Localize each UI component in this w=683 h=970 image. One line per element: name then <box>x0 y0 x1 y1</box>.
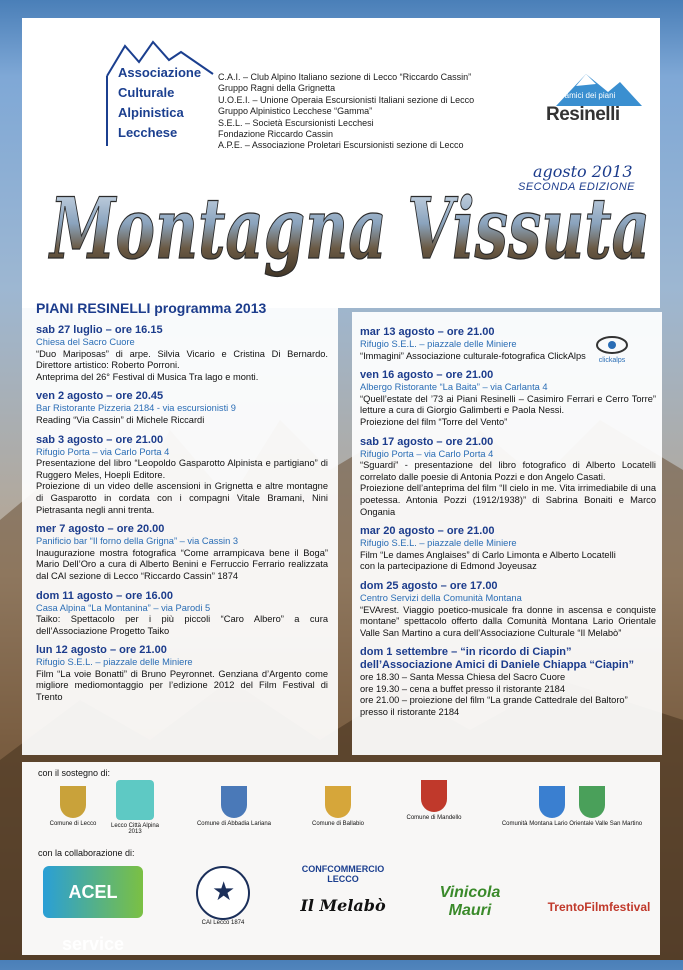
edition-label: SECONDA EDIZIONE <box>518 181 635 193</box>
association-item: C.A.I. – Club Alpino Italiano sezione di Lecco “Riccardo Cassin” <box>218 72 472 82</box>
event-heading: sab 27 luglio – ore 16.15 <box>36 324 163 336</box>
collab-vinicola-mauri: Vinicola Mauri <box>439 884 501 919</box>
resinelli-wordmark: Resinelli <box>546 104 620 125</box>
event-heading: dom 25 agosto – ore 17.00 <box>360 579 498 592</box>
event-text: “Sguardi” - presentazione del libro fotografico di Alberto Locatelli correlato dalle poesie di Antonia Pozzi e don Angelo Casati. <box>360 460 656 482</box>
acal-word-1: Associazione <box>118 65 202 80</box>
event-place: Bar Ristorante Pizzeria 2184 - via escursionisti 9 <box>36 403 236 414</box>
event-heading: sab 17 agosto – ore 21.00 <box>360 435 494 448</box>
event-text-2: Anteprima del 26° Festival di Musica Tra lago e monti. <box>36 371 259 382</box>
event-item <box>360 326 656 362</box>
association-item: Fondazione Riccardo Cassin <box>218 129 334 140</box>
collab-confcommercio: CONFCOMMERCIO LECCO <box>301 864 385 884</box>
association-item: A.P.E. – Associazione Proletari Escursionisti sezione di Lecco <box>218 140 464 151</box>
event-place: Rifugio S.E.L. – piazzale delle Miniere <box>360 339 517 349</box>
association-item: S.E.L. – Società Escursionisti Lecchesi <box>218 117 374 128</box>
main-title-text: Montagna Vissuta <box>47 179 650 278</box>
sponsor-lecco-citta-alpina <box>110 780 160 835</box>
association-item: Gruppo Alpinistico Lecchese “Gamma” <box>218 106 373 117</box>
sponsor-label: CAI Lecco 1874 <box>201 920 245 926</box>
event-text-2: Proiezione del film “Torre del Vento” <box>360 416 508 427</box>
event-item <box>360 525 656 573</box>
right-events-column <box>360 326 656 726</box>
association-item: Gruppo Ragni della Grignetta <box>218 83 336 94</box>
acal-word-4: Lecchese <box>118 125 178 140</box>
event-text: Film “Le dames Anglaises” di Carlo Limonta e Alberto Locatelli <box>360 549 616 560</box>
collab-melabo: Il Melabò <box>300 896 386 915</box>
event-heading: dom 1 settembre – “in ricordo di Ciapin” dell’Associazione Amici di Daniele Chiappa “Ciapin” <box>360 646 635 672</box>
crest-icon <box>325 786 351 818</box>
event-item <box>36 590 328 638</box>
clickalps-text: clickalps <box>598 357 626 364</box>
event-heading: sab 3 agosto – ore 21.00 <box>36 433 164 446</box>
event-text-2: Proiezione di un video delle ascensioni in Grignetta e altre montagne di Gasparotto in cordata con i compagni Vitale Bramani, Nini Pietrasanta negli anni trenta. <box>36 481 328 515</box>
associations-list <box>218 72 508 152</box>
acel-logo: ACEL service <box>43 866 143 918</box>
event-line: ore 19.30 – cena a buffet presso il ristorante 2184 <box>360 683 566 694</box>
event-item <box>36 644 328 703</box>
event-heading: ven 16 agosto – ore 21.00 <box>360 369 494 382</box>
event-heading: mer 7 agosto – ore 20.00 <box>36 523 165 536</box>
program-title: PIANI RESINELLI programma 2013 <box>36 300 267 316</box>
event-place: Centro Servizi della Comunità Montana <box>360 592 522 603</box>
sponsor-abbadia <box>186 786 282 827</box>
event-item <box>36 324 328 383</box>
event-item <box>36 390 328 426</box>
event-text-2: con la partecipazione di Edmond Joyeusaz <box>360 561 537 572</box>
crest-icon <box>60 786 86 818</box>
event-place: Rifugio S.E.L. – piazzale delle Miniere <box>360 538 517 549</box>
event-item <box>360 436 656 519</box>
event-line: ore 18.30 – Santa Messa Chiesa del Sacro Cuore <box>360 672 566 683</box>
support-label: con il sostegno di: <box>38 768 111 778</box>
sponsor-label: Comune di Mandello <box>406 815 462 821</box>
crest-icon <box>221 786 247 818</box>
lecco-logo-icon <box>116 780 154 820</box>
cai-star-icon: ★ <box>196 866 250 920</box>
sponsor-mandello <box>394 780 474 821</box>
crest-icon <box>579 786 605 818</box>
event-place: Chiesa del Sacro Cuore <box>36 337 135 347</box>
left-events-column <box>36 324 328 711</box>
crest-icon <box>539 786 565 818</box>
event-place: Rifugio Porta – via Carlo Porta 4 <box>360 448 494 459</box>
event-place: Albergo Ristorante “La Baita” – via Carlanta 4 <box>360 382 548 393</box>
resinelli-small: amici dei piani <box>564 91 616 100</box>
event-heading: mar 20 agosto – ore 21.00 <box>360 525 495 538</box>
collab-label: con la collaborazione di: <box>38 848 135 858</box>
event-text: “Duo Mariposas” di arpe. Silvia Vicario e Cristina Di Bernardo. Direttore artistico: Roberto Porroni. <box>36 348 328 371</box>
sponsor-label: Comune di Abbadia Lariana <box>196 821 272 827</box>
event-text: Taiko: Spettacolo per i più piccoli “Caro Albero” a cura dell’Associazione Progetto Taiko <box>36 614 328 636</box>
event-date: agosto 2013 <box>533 162 633 181</box>
event-heading: lun 12 agosto – ore 21.00 <box>36 644 167 657</box>
event-text: Presentazione del libro “Leopoldo Gasparotto Alpinista e partigiano” di Ruggero Meles, Hoepli Editore. <box>36 458 328 480</box>
event-line: ore 21.00 – proiezione del film “La grande Cattedrale del Baltoro” presso il ristorante 2184 <box>360 695 628 718</box>
collab-trento-film-festival: TrentoFilmfestival <box>547 900 651 914</box>
sponsor-label: Lecco Città Alpina 2013 <box>110 823 160 835</box>
association-item: U.O.E.I. – Unione Operaia Escursionisti Italiani sezione di Lecco <box>218 94 475 105</box>
crest-icon <box>421 780 447 812</box>
event-text: Film “La voie Bonatti” di Bruno Peyronnet. Genziana d’Argento come migliore mediomontaggio per l’edizione 2012 del Film Festival di Trento <box>36 668 328 703</box>
sponsor-label: Comune di Ballabio <box>311 821 365 827</box>
sponsor-label: Comunità Montana Lario Orientale Valle San Martino <box>501 821 643 827</box>
event-heading: ven 2 agosto – ore 20.45 <box>36 390 164 403</box>
event-item <box>36 434 328 517</box>
sponsor-label: Comune di Lecco <box>49 821 97 827</box>
crest-pair <box>490 786 654 821</box>
event-text: “Quell’estate del ’73 ai Piani Resinelli – Casimiro Ferrari e Cerro Torre” letture a cura di Giorgio Galimberti e Paola Nessi. <box>360 393 656 416</box>
event-place: Rifugio Porta – via Carlo Porta 4 <box>36 446 170 457</box>
sponsor-comune-lecco <box>38 786 108 827</box>
event-place: Casa Alpina “La Montanina” – via Parodi 5 <box>36 602 211 613</box>
event-text: “EVArest. Viaggio poetico-musicale fra donne in ascensa e conquiste montane” spettacolo offerto dalla Comunità Montana Lario Orientale Valle San Martino a cura dell’Associazione Culturale “Il Melabò” <box>360 604 656 638</box>
sponsor-comunita-montana <box>490 786 654 827</box>
event-item <box>360 646 656 718</box>
collab-acel <box>38 866 148 954</box>
event-item <box>360 369 656 428</box>
acal-word-3: Alpinistica <box>118 105 184 120</box>
event-text-2: Proiezione dell’anteprima del film “Il cielo in me. Vita irrimediabile di una poetessa. Antonia Pozzi (1912/1938)” di Sabrina Bonaiti e Marco Ongania <box>360 483 656 517</box>
event-heading: dom 11 agosto – ore 16.00 <box>36 589 173 602</box>
main-title <box>40 170 660 290</box>
event-text: Reading “Via Cassin” di Michele Riccardi <box>36 414 205 425</box>
acal-word-2: Culturale <box>118 85 175 100</box>
event-place: Rifugio S.E.L. – piazzale delle Miniere <box>36 657 193 668</box>
event-item <box>36 523 328 582</box>
sponsor-ballabio <box>298 786 378 827</box>
event-text: “Immagini” Associazione culturale-fotografica ClickAlps <box>360 350 586 361</box>
event-place: Panificio bar “Il forno della Grigna” – via Cassin 3 <box>36 536 239 547</box>
event-item <box>360 580 656 639</box>
event-heading: mar 13 agosto – ore 21.00 <box>360 326 495 338</box>
collab-cai <box>188 866 258 926</box>
event-text: Inaugurazione mostra fotografica “Come arrampicava bene il Boga” Mario Dell’Oro a cura di Alberto Benini e Ferruccio Ferrario realizzata dal CAI sezione di Lecco “Riccardo Cassin” 1874 <box>36 547 328 581</box>
